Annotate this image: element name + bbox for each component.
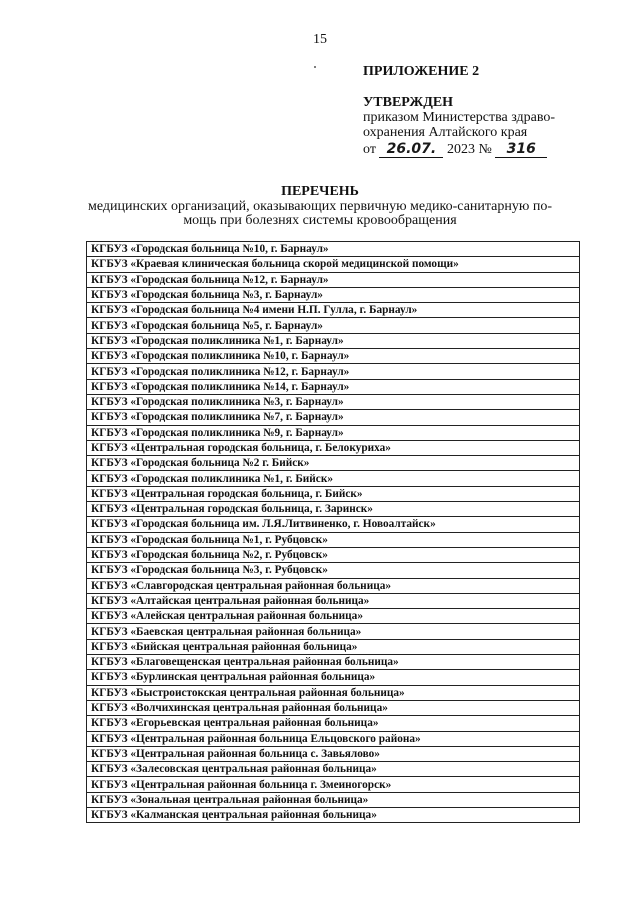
organization-cell: КГБУЗ «Городская больница №12, г. Барнаул» xyxy=(87,272,580,287)
table-row xyxy=(87,792,580,807)
table-row xyxy=(87,716,580,731)
organization-cell: КГБУЗ «Славгородская центральная районная больница» xyxy=(87,578,580,593)
table-row xyxy=(87,471,580,486)
organization-cell: КГБУЗ «Алейская центральная районная больница» xyxy=(87,609,580,624)
table-row xyxy=(87,609,580,624)
table-row xyxy=(87,272,580,287)
organization-cell: КГБУЗ «Краевая клиническая больница скорой медицинской помощи» xyxy=(87,257,580,272)
organization-cell: КГБУЗ «Зональная центральная районная больница» xyxy=(87,792,580,807)
table-row xyxy=(87,746,580,761)
table-row xyxy=(87,777,580,792)
table-row xyxy=(87,624,580,639)
table-row xyxy=(87,242,580,257)
organization-cell: КГБУЗ «Егорьевская центральная районная больница» xyxy=(87,716,580,731)
approval-block xyxy=(363,64,555,158)
heading-line-1: медицинских организаций, оказывающих первичную медико-санитарную по- xyxy=(87,199,552,214)
organization-cell: КГБУЗ «Городская больница №2 г. Бийск» xyxy=(87,456,580,471)
table-row xyxy=(87,563,580,578)
organization-cell: КГБУЗ «Центральная городская больница, г. Белокуриха» xyxy=(87,440,580,455)
table-row xyxy=(87,379,580,394)
organization-cell: КГБУЗ «Центральная районная больница г. Змеиногорск» xyxy=(87,777,580,792)
organization-cell: КГБУЗ «Баевская центральная районная больница» xyxy=(87,624,580,639)
page-number: 15 xyxy=(313,32,327,47)
date-prefix: от xyxy=(363,142,376,157)
organizations-table xyxy=(86,241,580,823)
organization-cell: КГБУЗ «Городская больница №4 имени Н.П. Гулла, г. Барнаул» xyxy=(87,303,580,318)
table-row xyxy=(87,425,580,440)
organization-cell: КГБУЗ «Городская поликлиника №1, г. Барнаул» xyxy=(87,333,580,348)
table-row xyxy=(87,364,580,379)
scan-speck xyxy=(314,66,316,68)
organization-cell: КГБУЗ «Городская поликлиника №7, г. Барнаул» xyxy=(87,410,580,425)
table-row xyxy=(87,502,580,517)
table-row xyxy=(87,655,580,670)
document-heading xyxy=(0,185,640,228)
organization-cell: КГБУЗ «Городская больница №10, г. Барнаул» xyxy=(87,242,580,257)
organization-cell: КГБУЗ «Городская поликлиника №12, г. Барнаул» xyxy=(87,364,580,379)
table-row xyxy=(87,456,580,471)
organization-cell: КГБУЗ «Городская поликлиника №3, г. Барнаул» xyxy=(87,394,580,409)
approval-date-line xyxy=(363,142,555,158)
heading-title: ПЕРЕЧЕНЬ xyxy=(281,184,359,199)
table-row xyxy=(87,517,580,532)
order-year: 2023 xyxy=(446,142,475,157)
number-prefix: № xyxy=(478,142,492,157)
table-row xyxy=(87,578,580,593)
table-row xyxy=(87,685,580,700)
organization-cell: КГБУЗ «Волчихинская центральная районная больница» xyxy=(87,700,580,715)
table-row xyxy=(87,440,580,455)
organization-cell: КГБУЗ «Центральная районная больница с. Завьялово» xyxy=(87,746,580,761)
organization-cell: КГБУЗ «Городская больница №5, г. Барнаул» xyxy=(87,318,580,333)
organization-cell: КГБУЗ «Городская больница №1, г. Рубцовск» xyxy=(87,532,580,547)
approval-line-1: приказом Министерства здраво- xyxy=(363,110,556,125)
table-row xyxy=(87,486,580,501)
organization-cell: КГБУЗ «Благовещенская центральная районная больница» xyxy=(87,655,580,670)
organization-cell: КГБУЗ «Городская больница им. Л.Я.Литвиненко, г. Новоалтайск» xyxy=(87,517,580,532)
organization-cell: КГБУЗ «Залесовская центральная районная больница» xyxy=(87,762,580,777)
organization-cell: КГБУЗ «Центральная районная больница Ельцовского района» xyxy=(87,731,580,746)
organization-cell: КГБУЗ «Городская поликлиника №1, г. Бийск» xyxy=(87,471,580,486)
appendix-title: ПРИЛОЖЕНИЕ 2 xyxy=(363,64,480,79)
table-row xyxy=(87,593,580,608)
table-row xyxy=(87,731,580,746)
table-row xyxy=(87,333,580,348)
table-row xyxy=(87,639,580,654)
organization-cell: КГБУЗ «Городская больница №3, г. Барнаул» xyxy=(87,287,580,302)
approved-label: УТВЕРЖДЕН xyxy=(363,95,454,110)
table-row xyxy=(87,349,580,364)
table-row xyxy=(87,762,580,777)
table-row xyxy=(87,394,580,409)
organization-cell: КГБУЗ «Алтайская центральная районная больница» xyxy=(87,593,580,608)
table-row xyxy=(87,257,580,272)
handwritten-order-number: 316 xyxy=(495,142,547,158)
organization-cell: КГБУЗ «Городская больница №2, г. Рубцовск» xyxy=(87,547,580,562)
table-row xyxy=(87,303,580,318)
organization-cell: КГБУЗ «Бурлинская центральная районная больница» xyxy=(87,670,580,685)
organization-cell: КГБУЗ «Калманская центральная районная больница» xyxy=(87,807,580,822)
table-row xyxy=(87,532,580,547)
table-row xyxy=(87,410,580,425)
organization-cell: КГБУЗ «Центральная городская больница, г. Заринск» xyxy=(87,502,580,517)
handwritten-date: 26.07. xyxy=(379,142,443,158)
table-row xyxy=(87,700,580,715)
table-row xyxy=(87,807,580,822)
organization-cell: КГБУЗ «Городская поликлиника №10, г. Барнаул» xyxy=(87,349,580,364)
organization-cell: КГБУЗ «Бийская центральная районная больница» xyxy=(87,639,580,654)
table-row xyxy=(87,670,580,685)
table-row xyxy=(87,287,580,302)
approval-line-2: охранения Алтайского края xyxy=(363,125,528,140)
heading-line-2: мощь при болезнях системы кровообращения xyxy=(183,213,457,228)
organization-cell: КГБУЗ «Городская поликлиника №14, г. Барнаул» xyxy=(87,379,580,394)
organization-cell: КГБУЗ «Быстроистокская центральная районная больница» xyxy=(87,685,580,700)
organization-cell: КГБУЗ «Городская больница №3, г. Рубцовск» xyxy=(87,563,580,578)
organization-cell: КГБУЗ «Центральная городская больница, г. Бийск» xyxy=(87,486,580,501)
table-row xyxy=(87,547,580,562)
organization-cell: КГБУЗ «Городская поликлиника №9, г. Барнаул» xyxy=(87,425,580,440)
organizations-table-body xyxy=(87,242,580,823)
table-row xyxy=(87,318,580,333)
